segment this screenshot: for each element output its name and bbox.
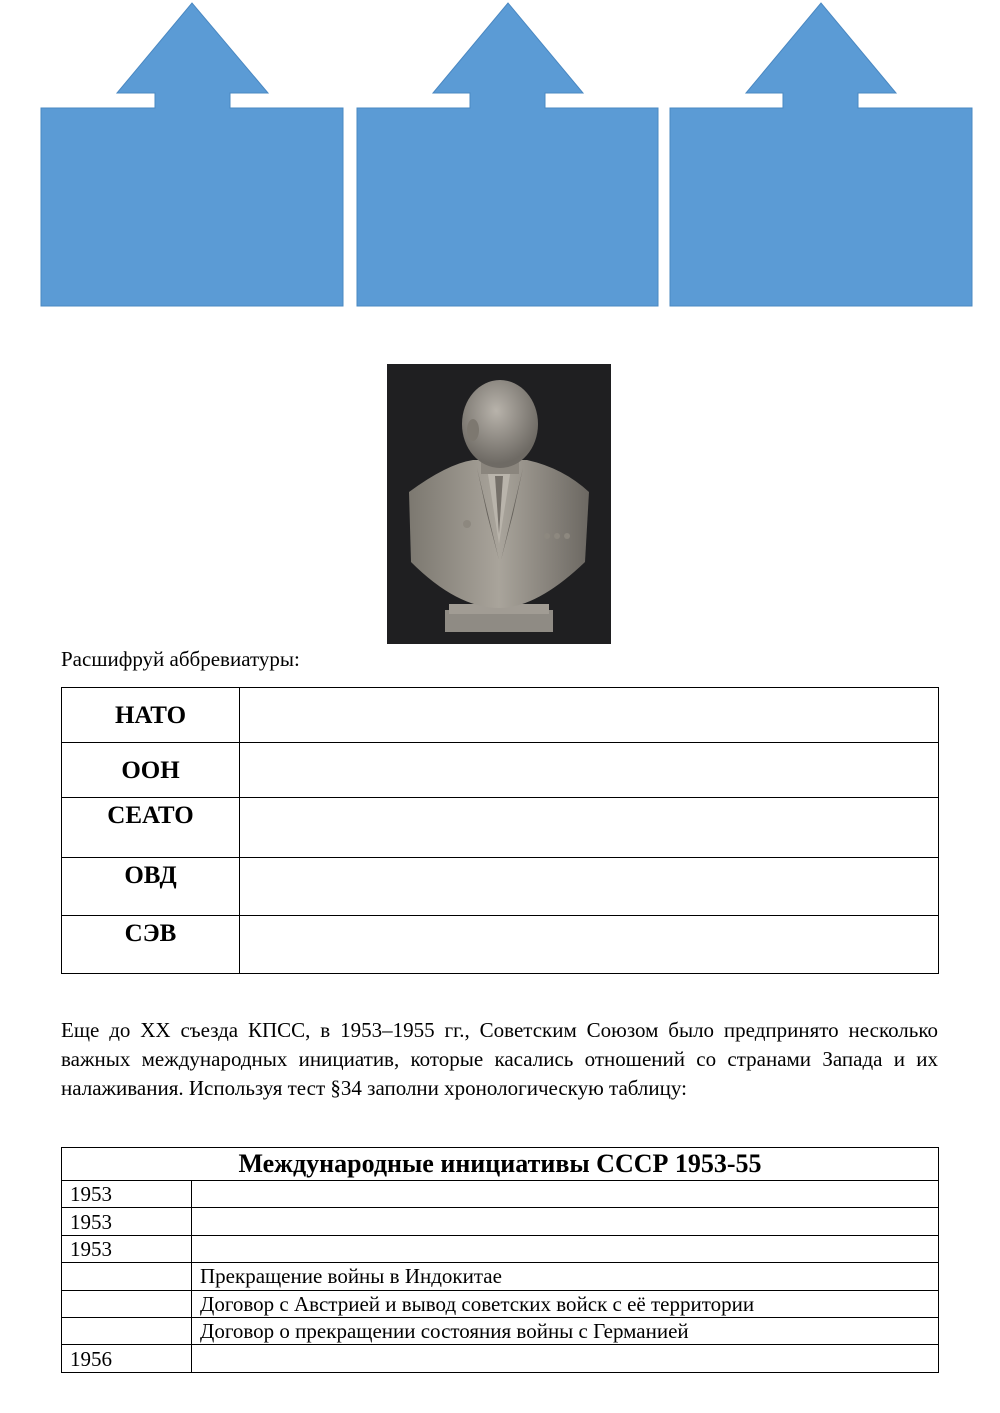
arrow-callout-2 <box>357 3 658 306</box>
arrow-callout-3 <box>670 3 972 306</box>
abbr-answer-cell[interactable] <box>240 916 939 974</box>
table-row <box>62 916 939 974</box>
abbr-answer-cell[interactable] <box>240 688 939 743</box>
arrow-callout-1 <box>41 3 343 306</box>
abbr-term: ООН <box>62 743 240 798</box>
table-row <box>62 1345 939 1372</box>
event-cell[interactable] <box>192 1345 939 1372</box>
abbr-answer-cell[interactable] <box>240 798 939 858</box>
table-row <box>62 1235 939 1262</box>
year-cell: 1953 <box>62 1235 192 1262</box>
chronology-table <box>61 1147 939 1373</box>
table-row <box>62 1317 939 1344</box>
year-cell: 1953 <box>62 1208 192 1235</box>
bust-photo <box>387 364 611 644</box>
arrow-callouts <box>0 0 1000 310</box>
abbr-term: НАТО <box>62 688 240 743</box>
year-cell[interactable] <box>62 1317 192 1344</box>
chronology-title: Международные инициативы СССР 1953-55 <box>62 1148 939 1181</box>
intro-paragraph: Еще до XX съезда КПСС, в 1953–1955 гг., Советским Союзом было предпринято несколько важных международных инициатив, которые касались отношений со странами Запада и их налаживания. Используя тест §34 заполни хронологическую таблицу: <box>61 1018 938 1100</box>
table-row <box>62 688 939 743</box>
abbreviations-table <box>61 687 939 974</box>
event-cell[interactable] <box>192 1181 939 1208</box>
event-cell: Договор о прекращении состояния войны с Германией <box>192 1317 939 1344</box>
abbreviations-prompt: Расшифруй аббревиатуры: <box>61 647 300 671</box>
table-row <box>62 743 939 798</box>
event-cell: Прекращение войны в Индокитае <box>192 1263 939 1290</box>
event-cell[interactable] <box>192 1235 939 1262</box>
table-row <box>62 1263 939 1290</box>
abbr-answer-cell[interactable] <box>240 743 939 798</box>
year-cell[interactable] <box>62 1263 192 1290</box>
event-cell: Договор с Австрией и вывод советских войск с её территории <box>192 1290 939 1317</box>
table-row <box>62 858 939 916</box>
abbr-term: СЕАТО <box>62 798 240 858</box>
table-header-row <box>62 1148 939 1181</box>
table-row <box>62 798 939 858</box>
year-cell: 1956 <box>62 1345 192 1372</box>
table-row <box>62 1290 939 1317</box>
abbr-answer-cell[interactable] <box>240 858 939 916</box>
table-row <box>62 1181 939 1208</box>
year-cell[interactable] <box>62 1290 192 1317</box>
abbr-term: ОВД <box>62 858 240 916</box>
table-row <box>62 1208 939 1235</box>
year-cell: 1953 <box>62 1181 192 1208</box>
event-cell[interactable] <box>192 1208 939 1235</box>
abbr-term: СЭВ <box>62 916 240 974</box>
